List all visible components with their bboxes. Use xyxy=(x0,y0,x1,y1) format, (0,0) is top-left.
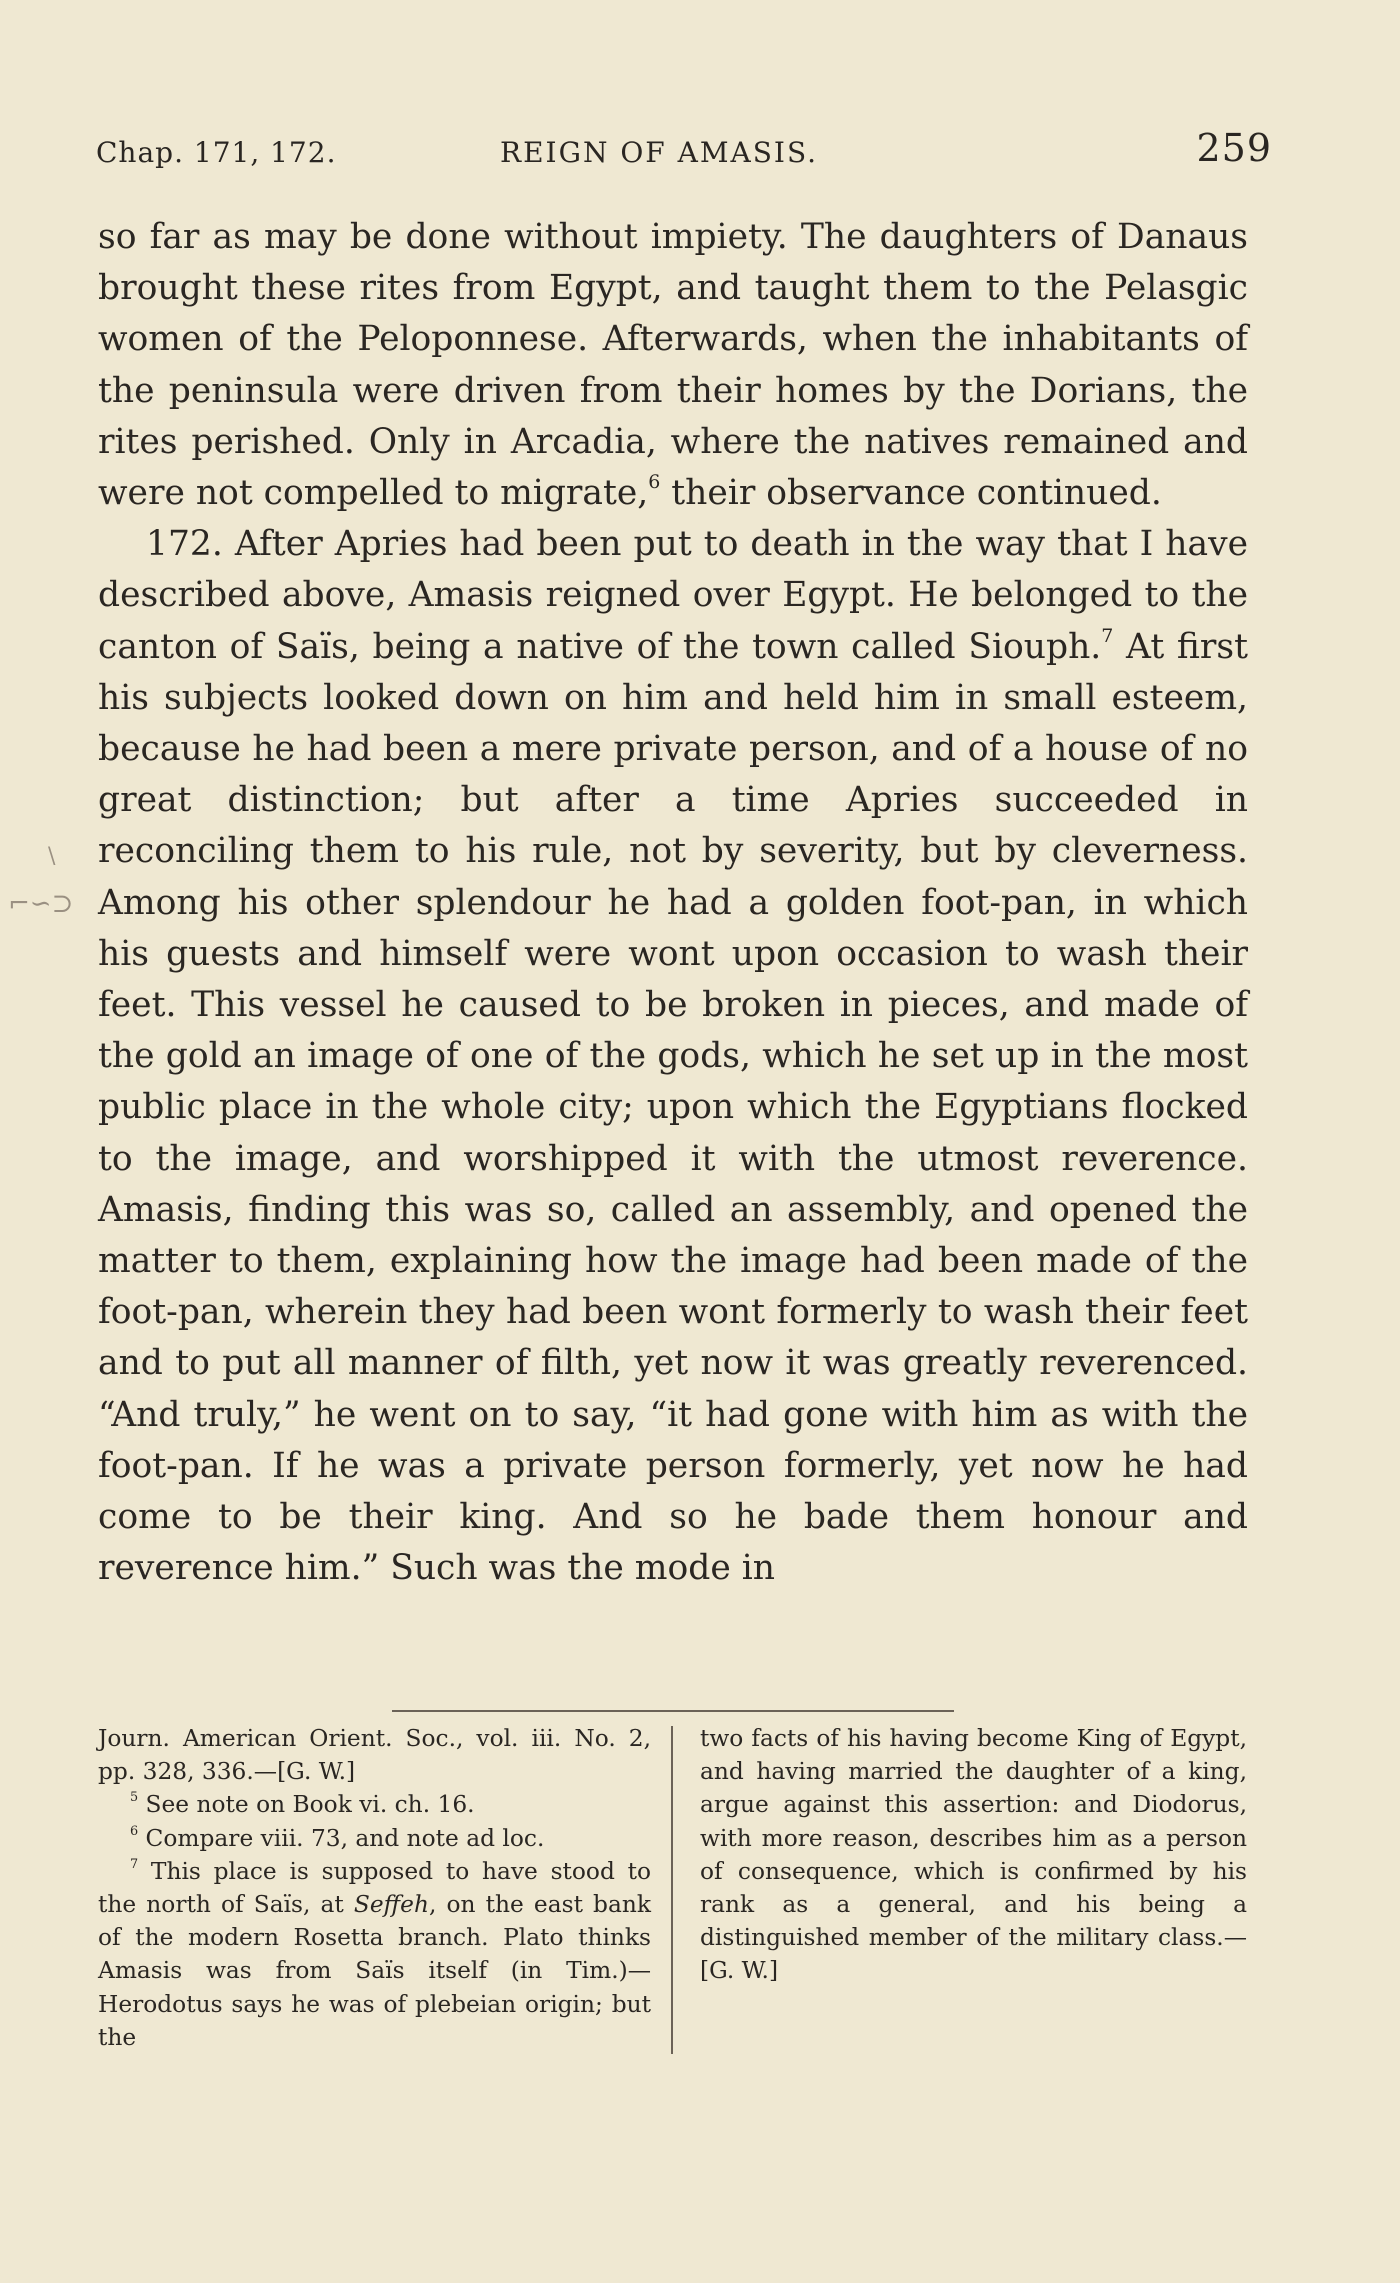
footnote xyxy=(98,1855,651,2054)
footnote xyxy=(98,1822,651,1855)
footnote-text: See note on Book vi. ch. 16. xyxy=(138,1791,475,1819)
chapter-reference: Chap. 171, 172. xyxy=(96,136,337,169)
page-number: 259 xyxy=(1196,126,1272,170)
footnote-rule xyxy=(392,1710,954,1712)
paragraph-text: 172. After Apries had been put to death in the way that I have described above, Amasis reigned over Egypt. He belonged to the canton of Saïs, being a native of the town called Siouph. xyxy=(98,524,1248,667)
paragraph xyxy=(98,212,1248,519)
footnote xyxy=(700,1722,1247,1988)
paragraph-text: At first his subjects looked down on him and held him in small esteem, because he had been a mere private person, and of a house of no great distinction; but after a time Apries succeeded in reconciling them to his rule, not by severity, but by cleverness. Among his other splendour he had a golden foot-pan, in which his guests and himself were wont upon occasion to wash their feet. This vessel he caused to be broken in pieces, and made of the gold an image of one of the gods, which he set up in the most public place in the whole city; upon which the Egyptians flocked to the image, and worshipped it with the utmost reverence. Amasis, finding this was so, called an assembly, and opened the matter to them, explaining how the image had been made of the foot-pan, wherein they had been wont formerly to wash their feet and to put all manner of filth, yet now it was greatly reverenced. “And truly,” he went on to say, “it had gone with him as with the foot-pan. If he was a private person formerly, yet now he had come to be their king. And so he bade them honour and reverence him.” Such was the mode in xyxy=(98,626,1248,1589)
main-text xyxy=(98,212,1248,1594)
margin-annotation: ⌐∽⊃ xyxy=(8,889,74,919)
footnote-italic: Seffeh xyxy=(353,1891,429,1919)
footnote-text: This place is supposed to have stood to the north of Saïs, at xyxy=(98,1857,651,1919)
footnote-ref: 7 xyxy=(1101,624,1114,647)
page-title: REIGN OF AMASIS. xyxy=(500,136,819,169)
paragraph xyxy=(98,519,1248,1594)
footnotes-left-column xyxy=(98,1722,651,2054)
footnote-ref: 6 xyxy=(648,470,661,493)
footnotes-right-column xyxy=(700,1722,1247,1988)
footnote-number: 7 xyxy=(130,1856,139,1872)
paragraph-text: their observance continued. xyxy=(660,473,1162,514)
footnote-number: 5 xyxy=(130,1790,139,1806)
footnote xyxy=(98,1788,651,1821)
footnote-text: Compare viii. 73, and note ad loc. xyxy=(138,1824,545,1852)
footnote-column-divider xyxy=(671,1726,673,2054)
footnote-text: two facts of his having become King of Egypt, and having married the daughter of a king, argue against this assertion: and Diodorus, with more reason, describes him as a person of consequence, which is confirmed by his rank as a general, and his being a distinguished member of the military class.— [G. W.] xyxy=(700,1725,1247,1985)
footnote xyxy=(98,1722,651,1788)
paragraph-text: so far as may be done without impiety. The daughters of Danaus brought these rites from Egypt, and taught them to the Pelasgic women of the Peloponnese. Afterwards, when the inhabitants of the peninsula were driven from their homes by the Dorians, the rites perished. Only in Arcadia, where the natives remained and were not compelled to migrate, xyxy=(98,217,1248,514)
footnote-text: Journ. American Orient. Soc., vol. iii. No. 2, pp. 328, 336.—[G. W.] xyxy=(98,1725,651,1786)
margin-tick: \ xyxy=(48,844,56,869)
footnote-text: , on the east bank of the modern Rosetta branch. Plato thinks Amasis was from Saïs itself (in Tim.)—Herodotus says he was of plebeian origin; but the xyxy=(98,1891,651,2051)
running-header xyxy=(96,126,1272,186)
footnote-number: 6 xyxy=(130,1823,139,1839)
